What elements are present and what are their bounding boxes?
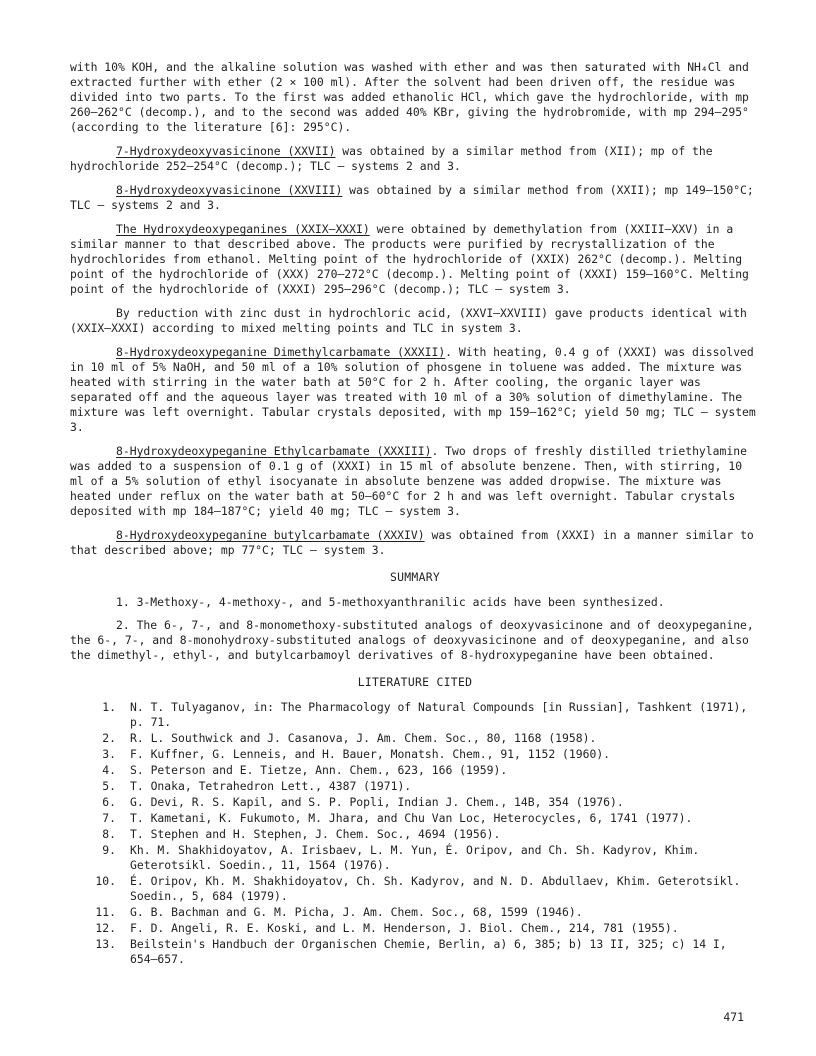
reference-list (70, 700, 760, 967)
reference-item (70, 731, 760, 746)
reference-text: G. B. Bachman and G. M. Picha, J. Am. Chem. Soc., 68, 1599 (1946). (130, 905, 583, 919)
reference-item (70, 921, 760, 936)
paragraph-xxxiii (70, 444, 760, 519)
reference-item (70, 905, 760, 920)
reference-text: T. Onaka, Tetrahedron Lett., 4387 (1971). (130, 779, 412, 793)
compound-title-xxviii: 8-Hydroxydeoxyvasicinone (XXVIII) (116, 183, 343, 197)
reference-text: T. Kametani, K. Fukumoto, M. Jhara, and Chu Van Loc, Heterocycles, 6, 1741 (1977). (130, 811, 693, 825)
reference-item (70, 795, 760, 810)
reference-item (70, 700, 760, 730)
reference-item (70, 779, 760, 794)
reference-text: F. Kuffner, G. Lenneis, and H. Bauer, Monatsh. Chem., 91, 1152 (1960). (130, 747, 611, 761)
summary-item-2: 2. The 6-, 7-, and 8-monomethoxy-substituted analogs of deoxyvasicinone and of deoxypeganine, the 6-, 7-, and 8-monohydroxy-substituted analogs of deoxyvasicinone and of deoxypeganine, and also the dimethyl-, ethyl-, and butylcarbamoyl derivatives of 8-hydroxypeganine have been obtained. (70, 618, 754, 662)
paragraph-xxxii (70, 345, 760, 435)
page-number: 471 (723, 1010, 744, 1024)
reference-item (70, 747, 760, 762)
compound-body-xxvii: was obtained by a similar method from (XII); mp of the hydrochloride 252–254°C (decomp.); TLC — systems 2 and 3. (70, 144, 713, 173)
compound-body-xxviii: was obtained by a similar method from (XXII); mp 149–150°C; TLC — systems 2 and 3. (70, 183, 754, 212)
paragraph-hydrobromide: with 10% KOH, and the alkaline solution was washed with ether and was then saturated with NH₄Cl and extracted further with ether (2 × 100 ml). After the solvent had been driven off, the residue was divided into two parts. To the first was added ethanolic HCl, which gave the hydrochloride, with mp 260–262°C (decomp.), and to the second was added 40% KBr, giving the hydrobromide, with mp 294–295° (according to the literature [6]: 295°C). (70, 60, 749, 134)
reference-item (70, 937, 760, 967)
reference-text: N. T. Tulyaganov, in: The Pharmacology of Natural Compounds [in Russian], Tashkent (1971), p. 71. (130, 700, 748, 729)
summary-item-1: 1. 3-Methoxy-, 4-methoxy-, and 5-methoxyanthranilic acids have been synthesized. (116, 595, 665, 609)
paragraph-xxvii (70, 144, 760, 174)
reference-number: 13. (95, 937, 116, 951)
reference-number: 8. (102, 827, 116, 841)
paragraph-xxix-xxxi (70, 222, 760, 297)
reference-number: 10. (95, 874, 116, 888)
paragraph-reduction: By reduction with zinc dust in hydrochloric acid, (XXVI–XXVIII) gave products identical with (XXIX–XXXI) according to mixed melting points and TLC in system 3. (70, 306, 747, 335)
reference-item (70, 827, 760, 842)
reference-text: É. Oripov, Kh. M. Shakhidoyatov, Ch. Sh. Kadyrov, and N. D. Abdullaev, Khim. Geterotsikl. Soedin., 5, 684 (1979). (130, 874, 741, 903)
reference-number: 3. (102, 747, 116, 761)
paragraph-xxviii (70, 183, 760, 213)
reference-number: 7. (102, 811, 116, 825)
compound-title-xxvii: 7-Hydroxydeoxyvasicinone (XXVII) (116, 144, 336, 158)
reference-text: Beilstein's Handbuch der Organischen Chemie, Berlin, a) 6, 385; b) 13 II, 325; c) 14 I, 654–657. (130, 937, 727, 966)
reference-text: G. Devi, R. S. Kapil, and S. P. Popli, Indian J. Chem., 14B, 354 (1976). (130, 795, 624, 809)
compound-body-xxxiii: . Two drops of freshly distilled triethylamine was added to a suspension of 0.1 g of (XXXI) in 15 ml of absolute benzene. Then, with stirring, 10 ml of a 5% solution of ethyl isocyanate in absolute benzene was added dropwise. The mixture was heated under reflux on the water bath at 50–60°C for 2 h and was left overnight. Tabular crystals deposited with mp 184–187°C; yield 40 mg; TLC — system 3. (70, 444, 747, 518)
reference-number: 11. (95, 905, 116, 919)
reference-number: 9. (102, 843, 116, 857)
compound-title-xxxiv: 8-Hydroxydeoxypeganine butylcarbamate (XXXIV) (116, 528, 425, 542)
compound-title-xxxiii: 8-Hydroxydeoxypeganine Ethylcarbamate (XXXIII) (116, 444, 432, 458)
compound-title-xxix-xxxi: The Hydroxydeoxypeganines (XXIX–XXXI) (116, 222, 370, 236)
reference-number: 4. (102, 763, 116, 777)
reference-number: 1. (102, 700, 116, 714)
literature-heading: LITERATURE CITED (357, 675, 473, 689)
page-body (70, 60, 760, 968)
reference-item (70, 874, 760, 904)
summary-heading: SUMMARY (389, 570, 441, 584)
reference-text: R. L. Southwick and J. Casanova, J. Am. Chem. Soc., 80, 1168 (1958). (130, 731, 597, 745)
reference-number: 5. (102, 779, 116, 793)
reference-number: 2. (102, 731, 116, 745)
compound-body-xxxiv: was obtained from (XXXI) in a manner similar to that described above; mp 77°C; TLC — system 3. (70, 528, 754, 557)
reference-number: 6. (102, 795, 116, 809)
reference-text: S. Peterson and E. Tietze, Ann. Chem., 623, 166 (1959). (130, 763, 508, 777)
reference-item (70, 763, 760, 778)
reference-text: T. Stephen and H. Stephen, J. Chem. Soc., 4694 (1956). (130, 827, 501, 841)
reference-text: F. D. Angeli, R. E. Koski, and L. M. Henderson, J. Biol. Chem., 214, 781 (1955). (130, 921, 679, 935)
compound-title-xxxii: 8-Hydroxydeoxypeganine Dimethylcarbamate (XXXII) (116, 345, 446, 359)
reference-item (70, 843, 760, 873)
compound-body-xxix-xxxi: were obtained by demethylation from (XXIII–XXV) in a similar manner to that described above. The products were purified by recrystallization of the hydrochlorides from ethanol. Melting point of the hydrochloride of (XXIX) 262°C (decomp.). Melting point of the hydrochloride of (XXX) 270–272°C (decomp.). Melting point of (XXXI) 159–160°C. Melting point of the hydrochloride of (XXXI) 295–296°C (decomp.); TLC — system 3. (70, 222, 749, 296)
reference-number: 12. (95, 921, 116, 935)
reference-item (70, 811, 760, 826)
paragraph-xxxiv (70, 528, 760, 558)
compound-body-xxxii: . With heating, 0.4 g of (XXXI) was dissolved in 10 ml of 5% NaOH, and 50 ml of a 10% solution of phosgene in toluene was added. The mixture was heated with stirring in the water bath at 50°C for 2 h. After cooling, the organic layer was separated off and the aqueous layer was treated with 10 ml of a 30% solution of dimethylamine. The mixture was left overnight. Tabular crystals deposited, with mp 159–162°C; yield 50 mg; TLC — system 3. (70, 345, 756, 434)
reference-text: Kh. M. Shakhidoyatov, A. Irisbaev, L. M. Yun, É. Oripov, and Ch. Sh. Kadyrov, Khim. Geterotsikl. Soedin., 11, 1564 (1976). (130, 843, 700, 872)
